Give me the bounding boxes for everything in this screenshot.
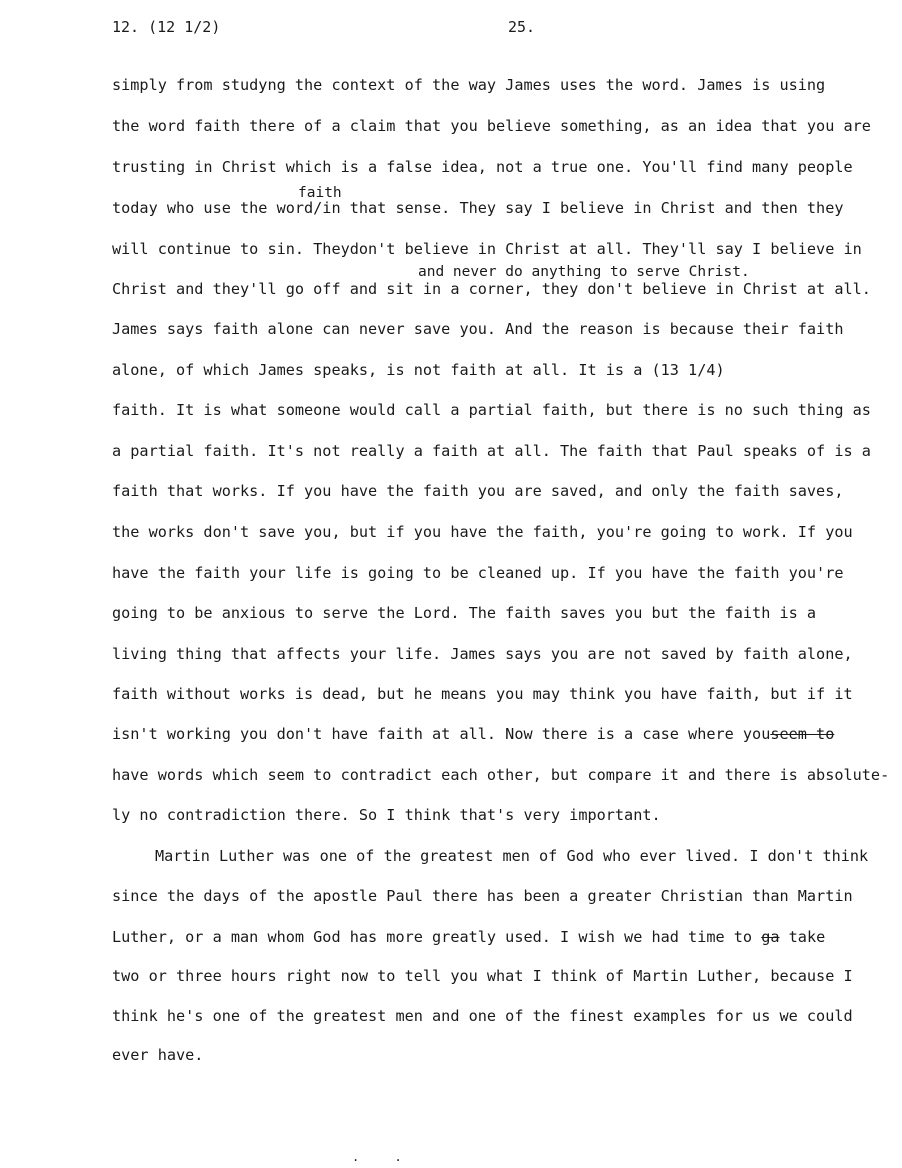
line-text-continued: take bbox=[779, 928, 826, 946]
struck-text: ga bbox=[761, 928, 780, 946]
text-line bbox=[112, 725, 834, 743]
text-line: ly no contradiction there. So I think that's very important. bbox=[112, 806, 661, 824]
text-line: Martin Luther was one of the greatest men of God who ever lived. I don't think bbox=[155, 847, 869, 865]
text-line: simply from studyng the context of the way James uses the word. James is using bbox=[112, 76, 826, 94]
text-line: trusting in Christ which is a false idea, not a true one. You'll find many people bbox=[112, 158, 853, 176]
text-line: going to be anxious to serve the Lord. The faith saves you but the faith is a bbox=[112, 604, 817, 622]
text-line: will continue to sin. Theydon't believe in Christ at all. They'll say I believe in bbox=[112, 240, 862, 258]
text-line: a partial faith. It's not really a faith at all. The faith that Paul speaks of is a bbox=[112, 442, 871, 460]
text-line: the works don't save you, but if you have the faith, you're going to work. If you bbox=[112, 523, 853, 541]
struck-text: seem to bbox=[770, 725, 835, 743]
text-line: today who use the word/in that sense. They say I believe in Christ and then they bbox=[112, 199, 844, 217]
text-line: Christ and they'll go off and sit in a corner, they don't believe in Christ at all. bbox=[112, 280, 871, 298]
text-line bbox=[112, 928, 825, 946]
footer-marks: . . bbox=[352, 1150, 416, 1164]
text-line: have the faith your life is going to be cleaned up. If you have the faith you're bbox=[112, 564, 844, 582]
text-line: faith. It is what someone would call a partial faith, but there is no such thing as bbox=[112, 401, 871, 419]
page-number: 25. bbox=[508, 18, 536, 36]
text-line: faith without works is dead, but he means you may think you have faith, but if it bbox=[112, 685, 853, 703]
text-line: since the days of the apostle Paul there has been a greater Christian than Martin bbox=[112, 887, 853, 905]
text-line: James says faith alone can never save you. And the reason is because their faith bbox=[112, 320, 844, 338]
text-line: living thing that affects your life. James says you are not saved by faith alone, bbox=[112, 645, 853, 663]
text-line: think he's one of the greatest men and one of the finest examples for us we could bbox=[112, 1007, 853, 1025]
text-line: ever have. bbox=[112, 1046, 204, 1064]
interlinear-insertion: faith bbox=[298, 185, 342, 201]
header-reference: 12. (12 1/2) bbox=[112, 18, 221, 36]
text-line: faith that works. If you have the faith you are saved, and only the faith saves, bbox=[112, 482, 844, 500]
text-line: the word faith there of a claim that you believe something, as an idea that you are bbox=[112, 117, 871, 135]
text-line: two or three hours right now to tell you what I think of Martin Luther, because I bbox=[112, 967, 853, 985]
text-line: alone, of which James speaks, is not faith at all. It is a (13 1/4) bbox=[112, 361, 725, 379]
line-text: Luther, or a man whom God has more greatly used. I wish we had time to bbox=[112, 928, 753, 946]
interlinear-insertion: and never do anything to serve Christ. bbox=[418, 264, 750, 280]
line-text: isn't working you don't have faith at all. Now there is a case where you bbox=[112, 725, 771, 743]
text-line: have words which seem to contradict each other, but compare it and there is absolute- bbox=[112, 766, 890, 784]
